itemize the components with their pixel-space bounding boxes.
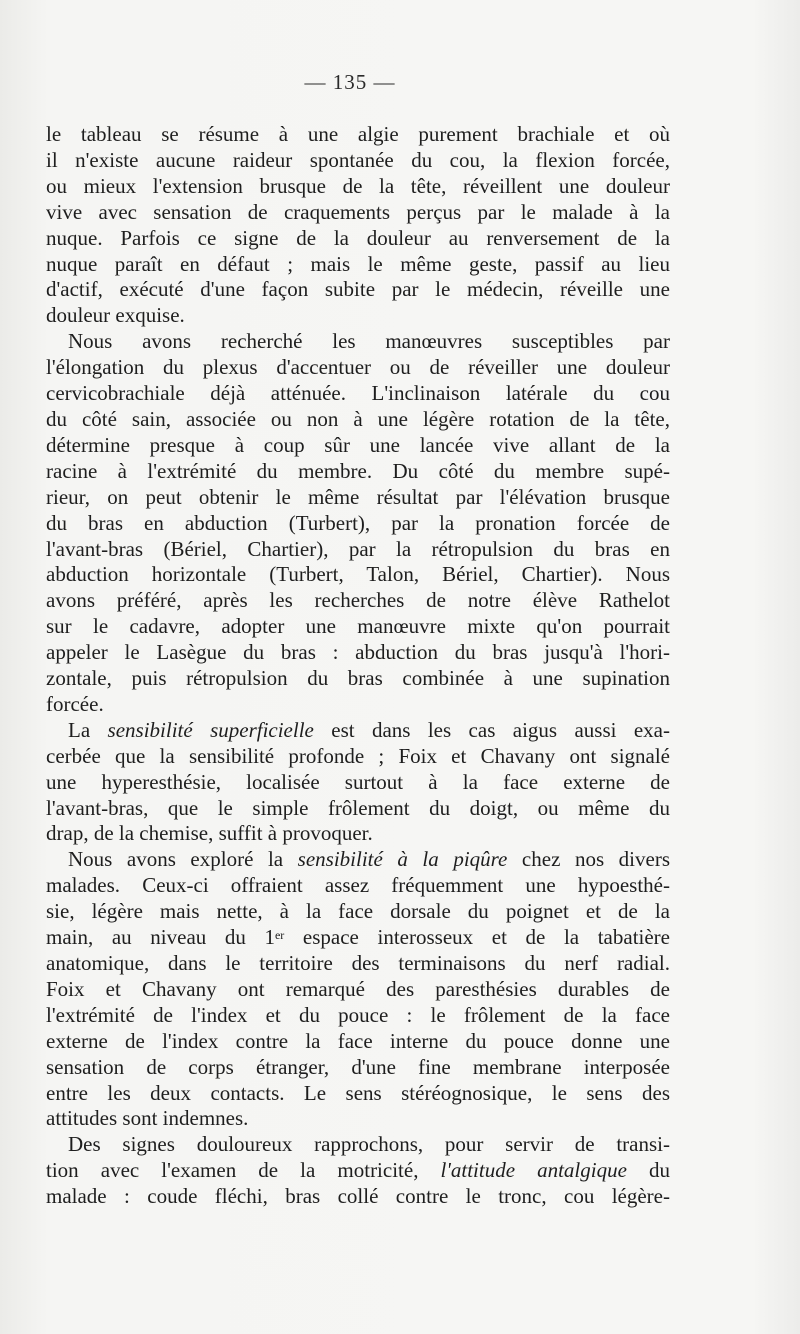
text-line: sensation de corps étranger, d'une fine membrane interposée (46, 1054, 670, 1079)
text-line: externe de l'index contre la face interne du pouce donne une (46, 1028, 670, 1053)
text-line (46, 847, 670, 873)
text-run: La (68, 717, 108, 742)
text-run: est dans les cas aigus aussi exa- (313, 717, 670, 742)
text-line (46, 1158, 670, 1184)
text-line: nuque. Parfois ce signe de la douleur au renversement de la (46, 225, 670, 250)
text-line: du bras en abduction (Turbert), par la pronation forcée de (46, 510, 670, 535)
emphasis-text: l'attitude antalgique (440, 1158, 627, 1183)
text-line: malades. Ceux-ci offraient assez fréquemment une hypoesthé- (46, 873, 670, 898)
text-line: cerbée que la sensibilité profonde ; Foix et Chavany ont signalé (46, 743, 670, 768)
body-text (46, 122, 670, 1210)
text-line: l'avant-bras (Bériel, Chartier), par la rétropulsion du bras en (46, 536, 670, 561)
emphasis-text: sensibilité superficielle (107, 717, 314, 742)
text-line (46, 925, 670, 951)
text-line (46, 718, 670, 744)
paragraph-1 (46, 122, 670, 329)
text-line: douleur exquise. (46, 303, 185, 328)
paragraph-2 (46, 329, 670, 718)
text-line: Nous avons recherché les manœuvres susceptibles par (68, 329, 670, 354)
text-line: l'élongation du plexus d'accentuer ou de réveiller une douleur (46, 355, 670, 380)
text-line: du côté sain, associée ou non à une légère rotation de la tête, (46, 406, 670, 431)
text-line: sie, légère mais nette, à la face dorsale du poignet et de la (46, 899, 670, 924)
emphasis-text: sensibilité à la piqûre (297, 847, 508, 872)
text-line: appeler le Lasègue du bras : abduction du bras jusqu'à l'hori- (46, 640, 670, 665)
text-line: forcée. (46, 691, 104, 716)
text-line: le tableau se résume à une algie purement brachiale et où (46, 122, 670, 146)
paragraph-4 (46, 847, 670, 1132)
text-run: main, au niveau du 1 (46, 925, 275, 950)
text-line: malade : coude fléchi, bras collé contre le tronc, cou légère- (46, 1184, 670, 1209)
paragraph-3 (46, 718, 670, 848)
text-line: vive avec sensation de craquements perçus par le malade à la (46, 199, 670, 224)
text-line: sur le cadavre, adopter une manœuvre mixte qu'on pourrait (46, 614, 670, 639)
text-line: abduction horizontale (Turbert, Talon, Bériel, Chartier). Nous (46, 562, 670, 587)
text-line: nuque paraît en défaut ; mais le même geste, passif au lieu (46, 251, 670, 276)
text-run: tion avec l'examen de la motricité, (46, 1158, 441, 1183)
text-line: détermine presque à coup sûr une lancée vive allant de la (46, 432, 670, 457)
text-line: rieur, on peut obtenir le même résultat par l'élévation brusque (46, 484, 670, 509)
text-line: Des signes douloureux rapprochons, pour servir de transi- (68, 1132, 670, 1157)
text-run: du (626, 1158, 670, 1183)
page-number: — 135 — (304, 70, 396, 94)
text-line: attitudes sont indemnes. (46, 1106, 249, 1131)
text-line: avons préféré, après les recherches de notre élève Rathelot (46, 588, 670, 613)
text-line: l'extrémité de l'index et du pouce : le frôlement de la face (46, 1002, 670, 1027)
text-line: cervicobrachiale déjà atténuée. L'inclinaison latérale du cou (46, 381, 670, 406)
paragraph-5 (46, 1132, 670, 1210)
text-run: espace interosseux et de la tabatière (284, 925, 670, 950)
text-line: il n'existe aucune raideur spontanée du cou, la flexion forcée, (46, 147, 670, 172)
text-line: Foix et Chavany ont remarqué des paresthésies durables de (46, 976, 670, 1001)
text-line: anatomique, dans le territoire des terminaisons du nerf radial. (46, 951, 670, 975)
text-line: l'avant-bras, que le simple frôlement du doigt, ou même du (46, 795, 670, 820)
text-line: zontale, puis rétropulsion du bras combinée à une supination (46, 666, 670, 691)
text-line: une hyperesthésie, localisée surtout à la face externe de (46, 769, 670, 794)
text-line: entre les deux contacts. Le sens stéréognosique, le sens des (46, 1080, 670, 1105)
superscript: er (274, 928, 285, 943)
text-run: Nous avons exploré la (68, 847, 298, 872)
text-run: chez nos divers (507, 847, 670, 872)
text-line: racine à l'extrémité du membre. Du côté du membre supé- (46, 458, 670, 483)
text-line: d'actif, exécuté d'une façon subite par le médecin, réveille une (46, 277, 670, 302)
text-line: drap, de la chemise, suffit à provoquer. (46, 821, 373, 846)
text-line: ou mieux l'extension brusque de la tête, réveillent une douleur (46, 173, 670, 198)
